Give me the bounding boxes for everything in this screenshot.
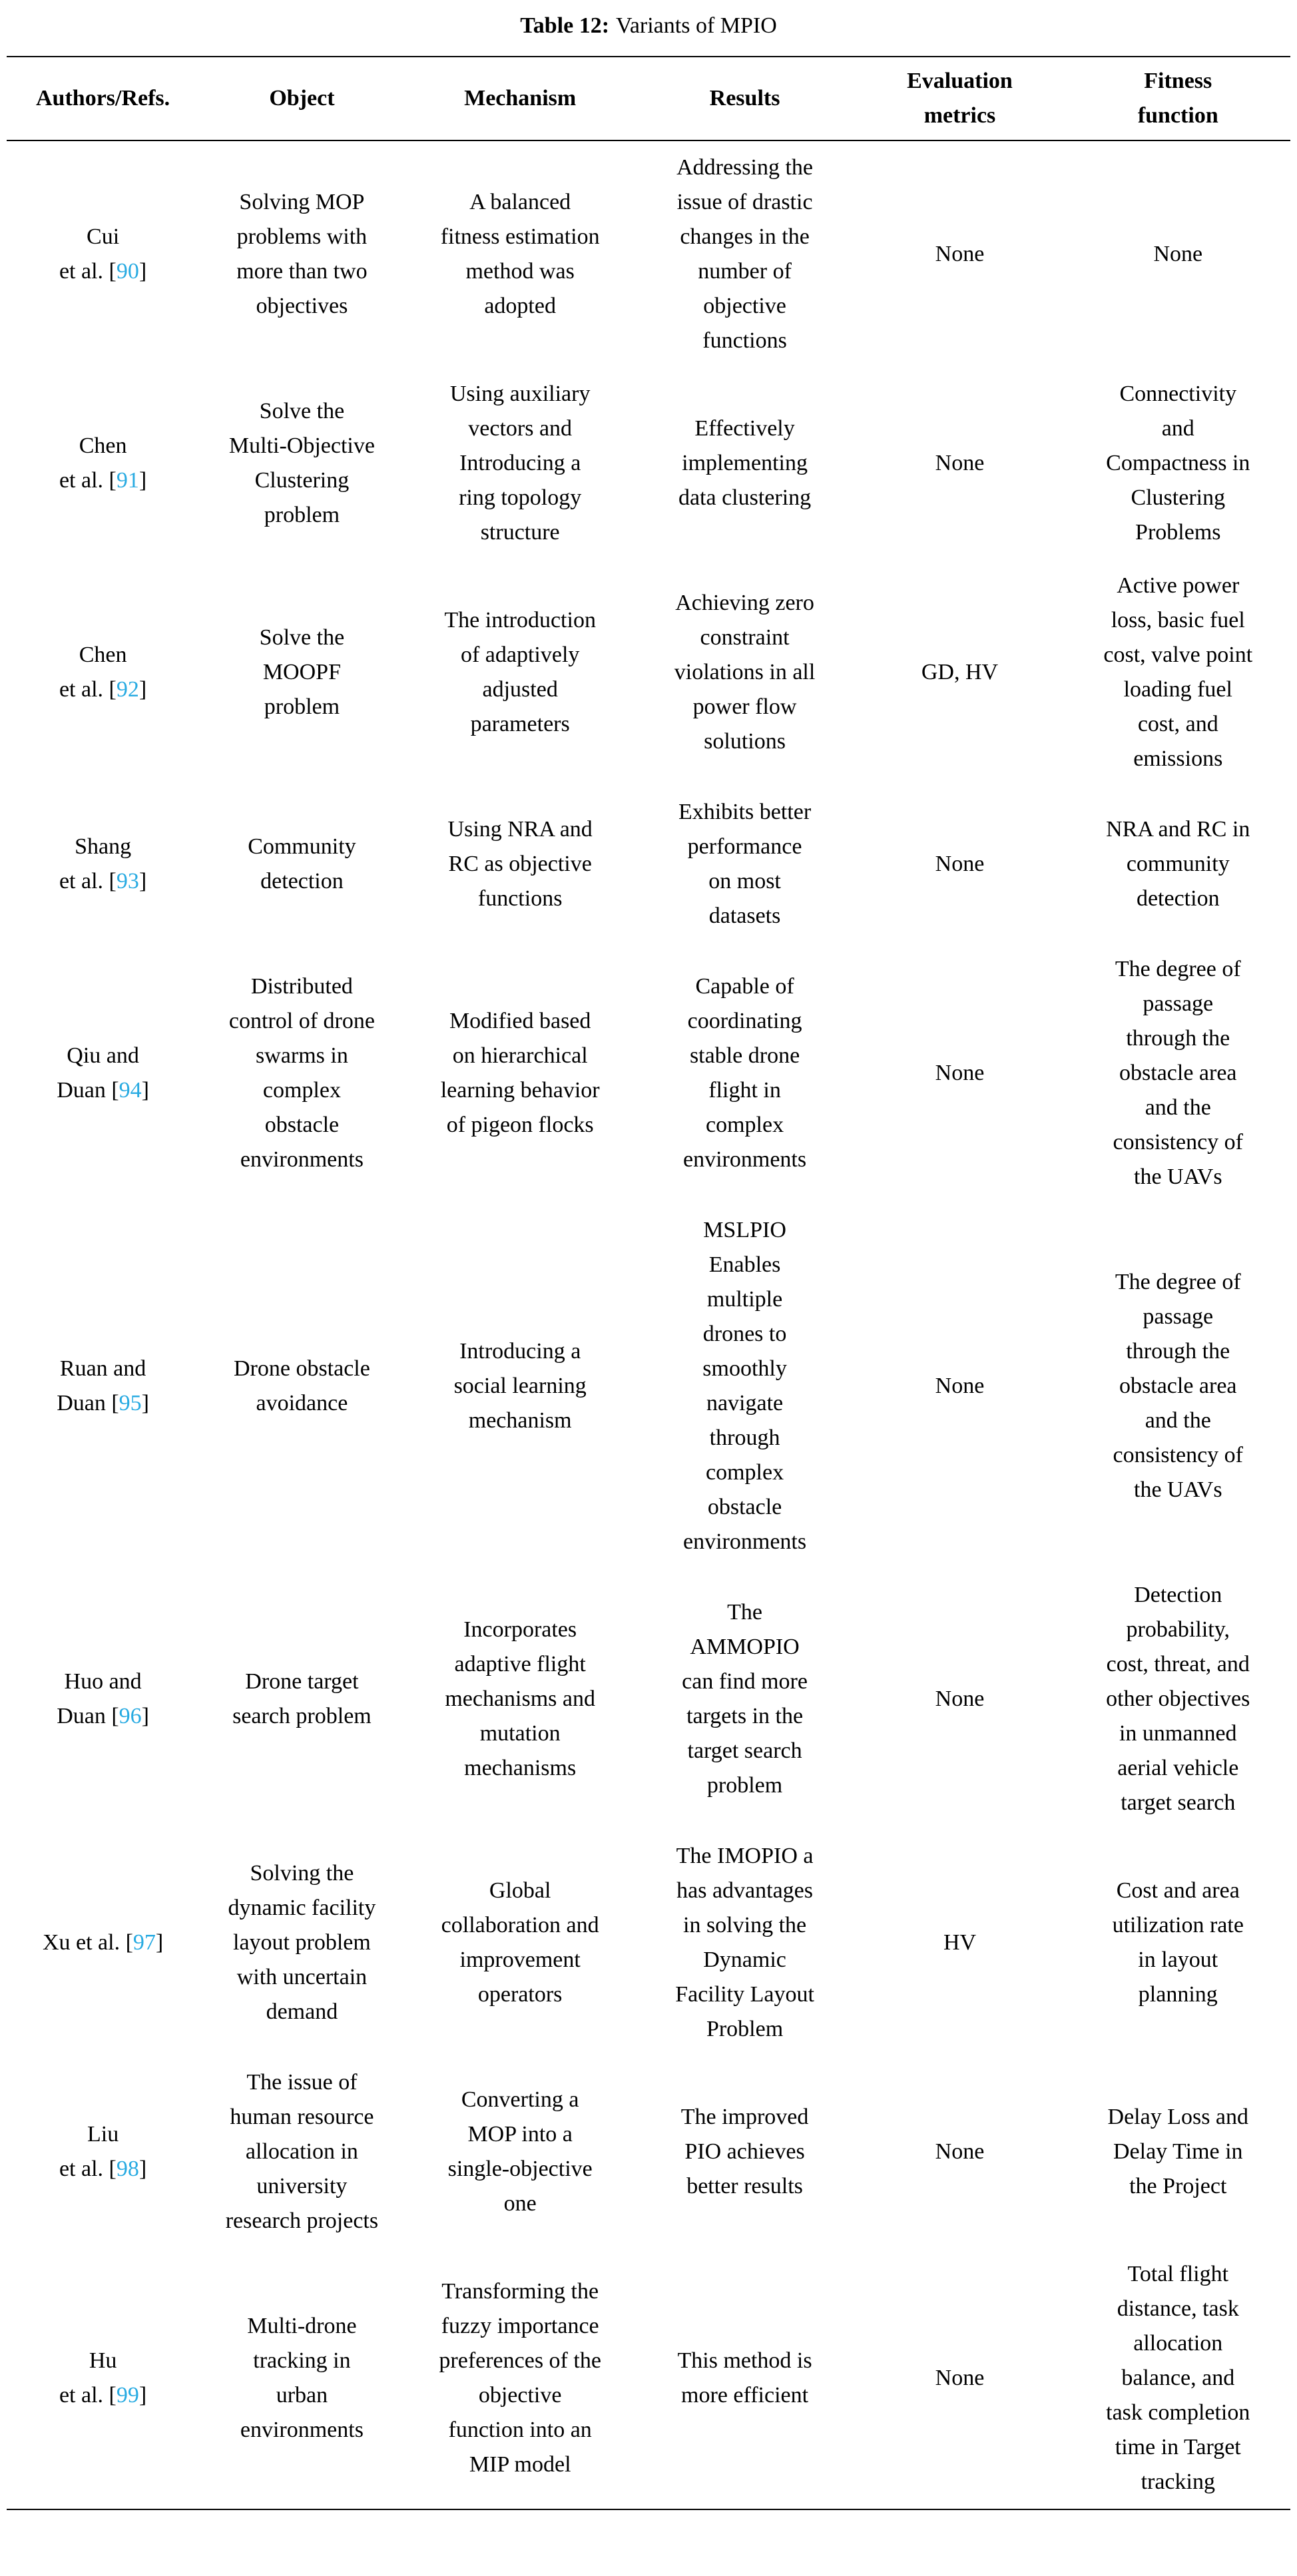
author-name: Shang et al. [ xyxy=(59,834,132,894)
cell-metrics: None xyxy=(935,2366,985,2390)
table-body xyxy=(7,140,1290,2509)
cell-mechanism: Modified based on hierarchical learning behavior of pigeon flocks xyxy=(440,1009,600,1137)
reference-link[interactable]: 97 xyxy=(132,1930,156,1955)
cell-results: Effectively implementing data clustering xyxy=(678,416,812,510)
reference-bracket: ] xyxy=(141,1704,149,1728)
reference-bracket: ] xyxy=(155,1930,164,1955)
cell-results: MSLPIO Enables multiple drones to smoothly navigate through complex obstacle environments xyxy=(683,1218,807,1554)
column-header-mechanism: Mechanism xyxy=(405,57,636,140)
reference-bracket: ] xyxy=(138,2383,147,2408)
reference-link[interactable]: 93 xyxy=(116,869,139,894)
cell-metrics: None xyxy=(935,242,985,266)
cell-fitness: Total flight distance, task allocation balance, and task completion time in Target tracking xyxy=(1106,2262,1250,2494)
cell-results: This method is more efficient xyxy=(677,2348,812,2408)
table-caption-text: Variants of MPIO xyxy=(616,13,777,38)
reference-bracket: ] xyxy=(141,1078,149,1103)
reference-bracket: ] xyxy=(138,468,147,493)
reference-link[interactable]: 91 xyxy=(116,468,139,493)
cell-metrics: None xyxy=(935,2139,985,2164)
reference-bracket: ] xyxy=(138,869,147,894)
author-name: Ruan and Duan [ xyxy=(57,1356,146,1416)
cell-metrics: HV xyxy=(943,1930,977,1955)
cell-results: Capable of coordinating stable drone flight in complex environments xyxy=(683,974,807,1172)
reference-bracket: ] xyxy=(141,1391,149,1416)
author-name: Huo and Duan [ xyxy=(57,1669,142,1728)
cell-authors xyxy=(7,559,199,786)
cell-fitness: Delay Loss and Delay Time in the Project xyxy=(1107,2105,1249,2198)
cell-mechanism: Using NRA and RC as objective functions xyxy=(447,817,593,911)
cell-authors xyxy=(7,786,199,943)
cell-results: The IMOPIO a has advantages in solving the Dynamic Facility Layout Problem xyxy=(675,1844,814,2041)
cell-object: Solve the Multi-Objective Clustering problem xyxy=(228,399,375,527)
column-header-metrics: Evaluation metrics xyxy=(854,57,1065,140)
variants-of-mpio-table xyxy=(7,56,1290,2510)
cell-metrics: None xyxy=(935,1686,985,1711)
cell-results: Achieving zero constraint violations in all power flow solutions xyxy=(674,591,816,754)
cell-authors xyxy=(7,1830,199,2056)
cell-object: Community detection xyxy=(248,834,356,894)
cell-object: The issue of human resource allocation in university research projects xyxy=(225,2070,379,2233)
table-row xyxy=(7,2056,1290,2248)
cell-fitness: Connectivity and Compactness in Clustering Problems xyxy=(1106,382,1250,545)
header-row xyxy=(7,57,1290,140)
table-row xyxy=(7,2248,1290,2509)
cell-fitness: NRA and RC in community detection xyxy=(1106,817,1250,911)
reference-bracket: ] xyxy=(138,677,147,702)
cell-object: Solving MOP problems with more than two objectives xyxy=(236,190,368,318)
author-name: Liu et al. [ xyxy=(59,2122,119,2181)
cell-authors xyxy=(7,2056,199,2248)
table-row xyxy=(7,140,1290,368)
cell-authors xyxy=(7,1569,199,1830)
cell-object: Solve the MOOPF problem xyxy=(259,625,345,719)
author-name: Chen et al. [ xyxy=(59,433,127,493)
cell-fitness: The degree of passage through the obstacle area and the consistency of the UAVs xyxy=(1113,957,1243,1189)
cell-object: Distributed control of drone swarms in complex obstacle environments xyxy=(228,974,375,1172)
cell-object: Drone obstacle avoidance xyxy=(233,1356,370,1416)
cell-fitness: Active power loss, basic fuel cost, valve point loading fuel cost, and emissions xyxy=(1103,573,1253,771)
reference-link[interactable]: 94 xyxy=(119,1078,142,1103)
table-row xyxy=(7,1569,1290,1830)
author-name: Xu et al. [ xyxy=(42,1930,133,1955)
cell-metrics: None xyxy=(935,1374,985,1398)
cell-mechanism: Using auxiliary vectors and Introducing a ring topology structure xyxy=(449,382,591,545)
cell-fitness: None xyxy=(1153,242,1203,266)
cell-mechanism: Converting a MOP into a single-objective one xyxy=(447,2087,593,2216)
cell-metrics: None xyxy=(935,852,985,876)
cell-results: The improved PIO achieves better results xyxy=(680,2105,809,2198)
reference-bracket: ] xyxy=(138,2157,147,2181)
reference-link[interactable]: 95 xyxy=(119,1391,142,1416)
cell-mechanism: Transforming the fuzzy importance preferences of the objective function into an MIP model xyxy=(439,2279,601,2477)
cell-object: Drone target search problem xyxy=(232,1669,372,1728)
cell-object: Multi-drone tracking in urban environments xyxy=(240,2314,364,2442)
cell-mechanism: A balanced fitness estimation method was adopted xyxy=(440,190,600,318)
author-name: Qiu and Duan [ xyxy=(57,1043,139,1103)
cell-authors xyxy=(7,1204,199,1569)
reference-link[interactable]: 92 xyxy=(116,677,139,702)
cell-object: Solving the dynamic facility layout problem with uncertain demand xyxy=(228,1861,376,2024)
table-caption-label: Table 12: xyxy=(520,13,610,38)
table-row xyxy=(7,1204,1290,1569)
cell-results: Exhibits better performance on most datasets xyxy=(678,800,812,928)
table-row xyxy=(7,368,1290,559)
column-header-authors: Authors/Refs. xyxy=(7,57,199,140)
author-name: Chen et al. [ xyxy=(59,643,127,702)
cell-metrics: None xyxy=(935,1061,985,1085)
cell-mechanism: Global collaboration and improvement operators xyxy=(441,1878,599,2007)
cell-authors xyxy=(7,368,199,559)
cell-authors xyxy=(7,943,199,1204)
table-row xyxy=(7,1830,1290,2056)
column-header-fitness: Fitness function xyxy=(1066,57,1290,140)
reference-link[interactable]: 90 xyxy=(116,259,139,284)
cell-results: The AMMOPIO can find more targets in the target search problem xyxy=(682,1600,808,1798)
cell-authors xyxy=(7,2248,199,2509)
cell-fitness: Cost and area utilization rate in layout planning xyxy=(1112,1878,1244,2007)
reference-link[interactable]: 98 xyxy=(116,2157,139,2181)
cell-fitness: Detection probability, cost, threat, and other objectives in unmanned aerial vehicle target search xyxy=(1106,1583,1250,1815)
author-name: Hu et al. [ xyxy=(59,2348,117,2408)
column-header-object: Object xyxy=(199,57,404,140)
cell-mechanism: Introducing a social learning mechanism xyxy=(453,1339,587,1433)
cell-fitness: The degree of passage through the obstacle area and the consistency of the UAVs xyxy=(1113,1270,1243,1502)
cell-mechanism: The introduction of adaptively adjusted parameters xyxy=(444,608,596,736)
cell-authors xyxy=(7,140,199,368)
reference-link[interactable]: 96 xyxy=(119,1704,142,1728)
table-row xyxy=(7,786,1290,943)
author-name: Cui et al. [ xyxy=(59,224,120,284)
reference-bracket: ] xyxy=(138,259,147,284)
table-header xyxy=(7,57,1290,140)
table-row xyxy=(7,943,1290,1204)
cell-metrics: None xyxy=(935,451,985,475)
table-caption xyxy=(7,11,1290,41)
column-header-results: Results xyxy=(636,57,854,140)
reference-link[interactable]: 99 xyxy=(116,2383,139,2408)
cell-metrics: GD, HV xyxy=(921,660,999,684)
cell-mechanism: Incorporates adaptive flight mechanisms and mutation mechanisms xyxy=(445,1617,595,1780)
cell-results: Addressing the issue of drastic changes in the number of objective functions xyxy=(676,155,814,353)
table-row xyxy=(7,559,1290,786)
